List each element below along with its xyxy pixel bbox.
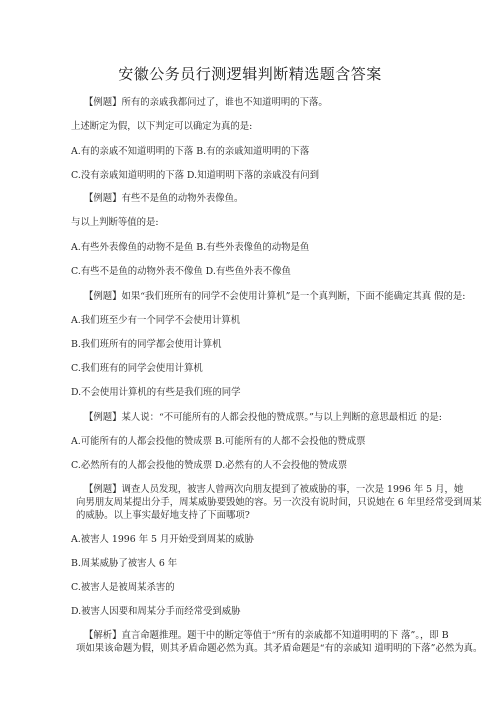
example-5-option-c: C.被害人是被周某杀害的 [71,582,175,593]
example-1-options-cd: C.没有亲戚知道明明的下落 D.知道明明下落的亲戚没有问到 [71,170,319,181]
example-5-question-line-2: 向男朋友周某提出分手，周某威胁要毁她的容。另一次没有说时间，只说她在 6 年里经常受到周某 [76,497,482,508]
example-3-option-a: A.我们班至少有一个同学不会使用计算机 [71,315,241,326]
example-2-options-cd: C.有些不是鱼的动物外表不像鱼 D.有些鱼外表不像鱼 [71,266,291,277]
example-3-option-c: C.我们班有的同学会使用计算机 [71,363,203,374]
example-5-option-b: B.周某威胁了被害人 6 年 [71,558,178,569]
example-1-options-ab: A.有的亲戚不知道明明的下落 B.有的亲戚知道明明的下落 [71,146,310,157]
example-2-question: 【例题】有些不是鱼的动物外表像鱼。 [84,193,244,204]
example-1-prompt: 上述断定为假，以下判定可以确定为真的是: [71,121,253,132]
example-5-option-d: D.被害人因要和周某分手而经常受到威胁 [71,606,241,617]
example-3-option-b: B.我们班所有的同学都会使用计算机 [71,339,222,350]
analysis-line-1: 【解析】直言命题推理。题干中的断定等值于“所有的亲戚都不知道明明的下 落”。，即 B [84,630,449,641]
example-4-options-cd: C.必然所有的人都会投他的赞成票 D.必然有的人不会投他的赞成票 [71,460,348,471]
example-3-question: 【例题】如果“我们班所有的同学不会使用计算机”是一个真判断，下面不能确定其真 假的是: [84,291,466,302]
example-1-question: 【例题】所有的亲戚我都问过了，谁也不知道明明的下落。 [84,97,328,108]
example-2-options-ab: A.有些外表像鱼的动物不是鱼 B.有些外表像鱼的动物是鱼 [71,242,310,253]
example-4-question: 【例题】某人说：“不可能所有的人都会投他的赞成票。”与以上判断的意思最相近 的是: [84,412,442,423]
example-5-question-line-3: 的威胁。以上事实最好地支持了下面哪项? [76,510,250,521]
example-4-options-ab: A.可能所有的人都会投他的赞成票 B.可能所有的人都不会投他的赞成票 [71,436,366,447]
analysis-line-2: 项如果该命题为假，则其矛盾命题必然为真。其矛盾命题是“有的亲戚知 道明明的下落”必然为真。 [76,643,483,654]
example-5-option-a: A.被害人 1996 年 5 月开始受到周某的威胁 [71,534,254,545]
example-5-question-line-1: 【例题】调查人员发现，被害人曾两次向朋友提到了被威胁的事，一次是 1996 年 5 月，她 [84,484,464,495]
example-2-prompt: 与以上判断等值的是: [71,217,159,228]
example-3-option-d: D.不会使用计算机的有些是我们班的同学 [71,387,241,398]
document-title: 安徽公务员行测逻辑判断精选题含答案 [118,65,382,83]
